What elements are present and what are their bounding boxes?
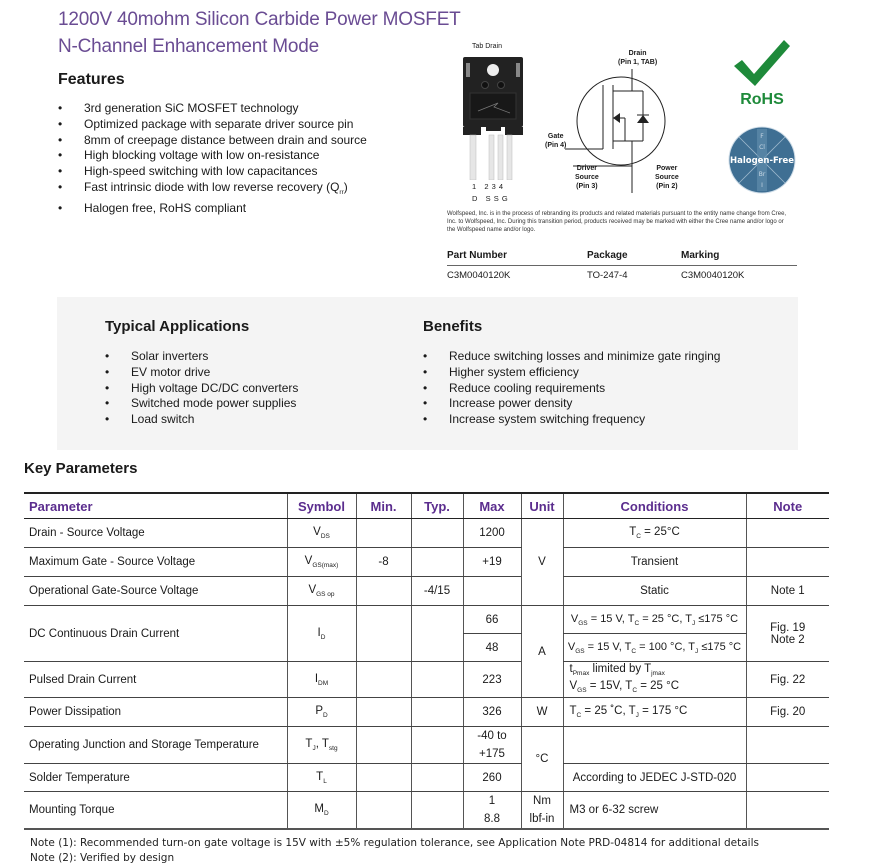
application-item: • EV motor drive [105,365,298,381]
rohs-badge: RoHS [728,38,796,108]
svg-text:Cl: Cl [759,144,765,151]
col-unit: Unit [521,493,563,519]
benefit-item: • Reduce switching losses and minimize gate ringing [423,349,720,365]
applications-heading: Typical Applications [105,318,250,335]
table-row: Operating Junction and Storage Temperature $T_J$, $T_{stg}$ -40 to +175 °C [24,727,829,764]
table-row: Solder Temperature $T_L$ 260 According to JEDEC J-STD-020 [24,764,829,792]
col-min: Min. [356,493,411,519]
features-list [58,101,367,217]
key-parameters-table [24,492,829,830]
feature-item: • Halogen free, RoHS compliant [58,201,367,217]
title-line-1: 1200V 40mohm Silicon Carbide Power MOSFET [58,9,461,30]
part-table-row: C3M0040120K TO-247-4 C3M0040120K [447,270,745,281]
package-image [460,55,526,180]
driver-source-label: Driver Source (Pin 3) [575,165,599,190]
title-line-2: N-Channel Enhancement Mode [58,36,319,57]
power-source-label: Power Source (Pin 2) [655,165,679,190]
rebranding-disclaimer: Wolfspeed, Inc. is in the process of rebranding its products and related materials pursuant to the entity name change from Cree, Inc. to Wolfspeed, Inc. During this transition period, products received may be marked with either the Cree name and/or logo or the Wolfspeed name and/or logo. [447,211,787,234]
feature-item: • High-speed switching with low capacitances [58,164,367,180]
svg-text:I: I [761,182,763,189]
gate-label: Gate (Pin 4) [545,133,567,149]
feature-item: • Fast intrinsic diode with low reverse recovery $(Q_{rr})$ [58,180,367,201]
col-typ: Typ. [411,493,463,519]
feature-item: • High blocking voltage with low on-resistance [58,148,367,164]
benefit-item: • Increase power density [423,396,720,412]
halogen-free-badge [727,125,797,195]
checkmark-icon [728,38,796,88]
part-number-table [447,250,797,281]
application-item: • Load switch [105,412,298,428]
application-item: • High voltage DC/DC converters [105,381,298,397]
col-max: Max [463,493,521,519]
table-row: Power Dissipation $P_D$ 326 W $T_C = 25$ ˚C, $T_J = 175$ °C Fig. 20 [24,698,829,727]
mosfet-schematic [545,45,705,195]
table-row: Operational Gate-Source Voltage $V_{GS op}$ -4/15 Static Note 1 [24,577,829,606]
svg-text:Halogen-Free: Halogen-Free [729,156,795,166]
table-row: Maximum Gate - Source Voltage $V_{GS(max)}$ -8 +19 Transient [24,548,829,577]
pin-numbers: 1 2 3 4 [472,182,504,191]
col-conditions: Conditions [563,493,746,519]
benefit-item: • Reduce cooling requirements [423,381,720,397]
note-1: Note (1): Recommended turn-on gate voltage is 15V with ±5% regulation tolerance, see Application Note PRD-04814 for additional details [30,837,759,849]
feature-item: • 8mm of creepage distance between drain and source [58,133,367,149]
application-item: • Solar inverters [105,349,298,365]
footnotes [30,836,759,866]
note-2: Note (2): Verified by design [30,852,175,864]
features-heading: Features [58,71,125,88]
key-parameters-heading: Key Parameters [24,460,138,477]
table-row: 48 $V_{GS} = 15$ V, $T_C = 100$ °C, $T_J \le 175$ °C [24,634,829,662]
table-header-row [24,493,829,519]
benefits-list [423,349,720,428]
benefits-heading: Benefits [423,318,483,335]
feature-item: • 3rd generation SiC MOSFET technology [58,101,367,117]
pin-letters: D S S G [472,194,509,203]
applications-list [105,349,298,428]
svg-text:Br: Br [758,171,766,178]
col-note: Note [746,493,829,519]
table-row: DC Continuous Drain Current $I_D$ 66 A $V_{GS} = 15$ V, $T_C = 25$ °C, $T_J \le 175$ °C Fig. 19 Note 2 [24,606,829,634]
unit-cell: V [521,519,563,606]
table-row: Mounting Torque $M_D$ 1 8.8 Nm lbf-in M3 or 6-32 screw [24,792,829,830]
part-table-header: Part Number Package Marking [447,250,797,266]
col-parameter: Parameter [24,493,287,519]
table-row: Drain - Source Voltage $V_{DS}$ 1200 V $T_C = 25^\circ C$ [24,519,829,548]
table-row: Pulsed Drain Current $I_{DM}$ 223 $t_{Pmax}$ limited by $T_{jmax}$ $V_{GS} = 15V$, $T_C = 25$ °C Fig. 22 [24,662,829,698]
halogen-free-icon [727,125,797,195]
drain-label: Drain (Pin 1, TAB) [618,50,658,66]
feature-item: • Optimized package with separate driver source pin [58,117,367,133]
tab-drain-label: Tab Drain [472,43,502,50]
benefit-item: • Increase system switching frequency [423,412,720,428]
col-symbol: Symbol [287,493,356,519]
benefit-item: • Higher system efficiency [423,365,720,381]
svg-text:F: F [760,133,764,140]
application-item: • Switched mode power supplies [105,396,298,412]
